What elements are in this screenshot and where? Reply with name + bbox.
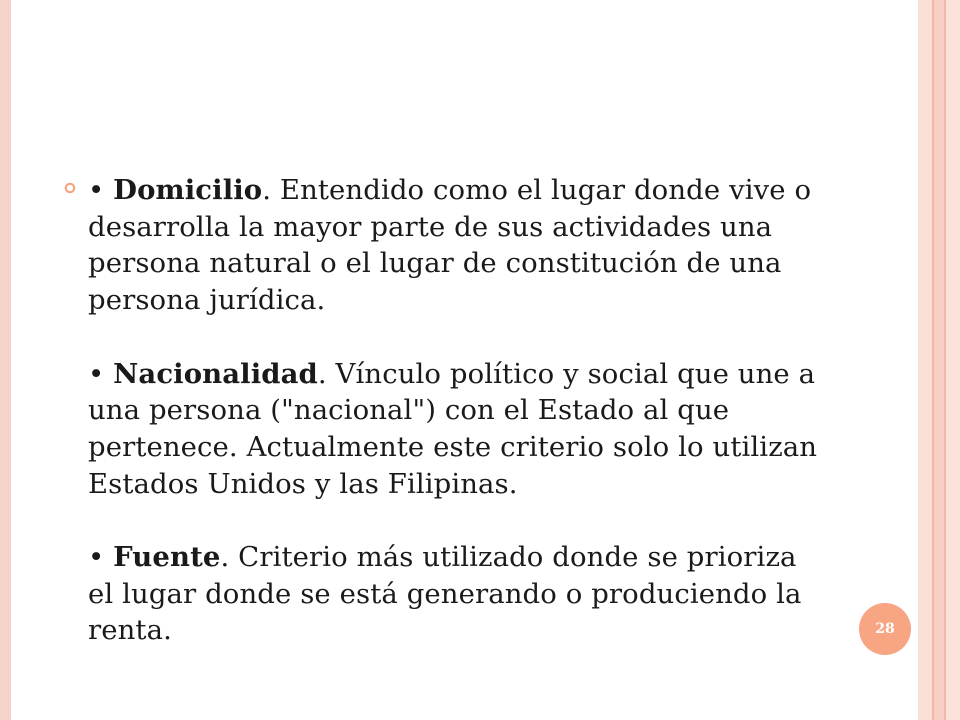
bullet-list-item <box>64 172 824 649</box>
term-nacionalidad: Nacionalidad <box>113 357 318 390</box>
left-border <box>0 0 11 720</box>
bullet-char: • <box>88 357 105 390</box>
bullet-marker-icon <box>64 182 76 194</box>
bullet-char: • <box>88 174 105 206</box>
definition-domicilio: . Entendido como el lugar donde vive o desarrolla la mayor parte de sus actividades una persona natural o el lugar de constitución de una persona jurídica. <box>88 174 812 317</box>
term-fuente: Fuente <box>113 541 221 573</box>
definition-fuente: . Criterio más utilizado donde se prioriza el lugar donde se está generando o produciendo la renta. <box>88 541 802 647</box>
page-number: 28 <box>875 621 895 637</box>
definition-nacionalidad: . Vínculo político y social que une a una persona ("nacional") con el Estado al que pertenece. Actualmente este criterio solo lo utilizan Estados Unidos y las Filipinas. <box>88 357 818 500</box>
paragraph-domicilio <box>88 172 824 319</box>
bullet-char: • <box>88 541 105 573</box>
right-border-decoration <box>918 0 960 720</box>
paragraph-fuente <box>88 539 824 649</box>
slide-body <box>64 172 824 649</box>
paragraph-nacionalidad <box>88 356 824 503</box>
page-number-badge <box>859 603 911 655</box>
slide-text <box>88 172 824 649</box>
term-domicilio: Domicilio <box>113 174 263 206</box>
